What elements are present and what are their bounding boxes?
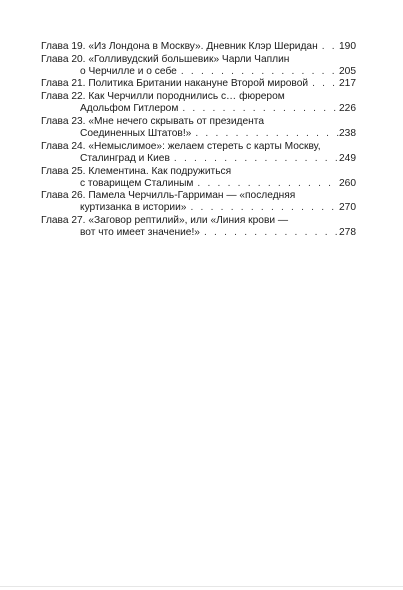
toc-page-number: 260 <box>339 177 356 189</box>
toc-entry-last-line <box>41 202 356 214</box>
toc-entry-first-line <box>41 91 356 103</box>
toc-entry <box>41 190 356 214</box>
page-bottom-edge <box>0 586 403 587</box>
toc-entry <box>41 166 356 190</box>
dot-leader <box>178 103 339 115</box>
toc-entry-first-line <box>41 141 356 153</box>
toc-entry-first-line <box>41 116 356 128</box>
toc-entry-last-line <box>41 41 356 53</box>
toc-entry <box>41 215 356 239</box>
toc-entry-title-continuation: о Черчилле и о себе <box>80 65 177 77</box>
toc-entry <box>41 116 356 140</box>
dot-leader <box>193 178 339 190</box>
dot-leader <box>186 202 339 214</box>
toc-page-number: 238 <box>339 128 356 140</box>
toc-entry-title: Глава 27. «Заговор рептилий», или «Линия крови — <box>41 215 289 227</box>
toc-entry-first-line <box>41 166 356 178</box>
toc-entry-last-line <box>41 178 356 190</box>
toc-entry-last-line <box>41 66 356 78</box>
toc-entry-title: Глава 19. «Из Лондона в Москву». Дневник Клэр Шеридан <box>41 41 318 52</box>
toc-entry-title-continuation: вот что имеет значение!» <box>80 227 200 239</box>
toc-entry-title-continuation: Соединенных Штатов!» <box>80 128 192 140</box>
dot-leader <box>318 41 339 53</box>
dot-leader <box>170 153 339 165</box>
toc-entry-first-line <box>41 190 356 202</box>
toc-page-number: 190 <box>339 41 356 52</box>
toc-entry-title: Глава 21. Политика Британии накануне Второй мировой <box>41 78 309 90</box>
toc-entry <box>41 78 356 90</box>
dot-leader <box>308 78 339 90</box>
dot-leader <box>191 128 339 140</box>
toc-entry-title-continuation: с товарищем Сталиным <box>80 177 194 189</box>
toc-entry-last-line <box>41 153 356 165</box>
toc-entry-title: Глава 26. Памела Черчилль-Гарриман — «последняя <box>41 190 296 202</box>
toc-entry-last-line <box>41 128 356 140</box>
toc-entry-title-continuation: куртизанка в истории» <box>80 202 187 214</box>
toc-entry <box>41 91 356 115</box>
toc-entry-title: Глава 22. Как Черчилли породнились с… фюрером <box>41 91 285 103</box>
toc-entry-last-line <box>41 227 356 239</box>
toc-page-number: 278 <box>339 227 356 239</box>
toc-entry <box>41 141 356 165</box>
toc-entry <box>41 41 356 53</box>
toc-entry-title-continuation: Адольфом Гитлером <box>80 103 179 115</box>
dot-leader <box>177 66 339 78</box>
toc-entry-title-continuation: Сталинград и Киев <box>80 152 170 164</box>
toc-page-number: 226 <box>339 103 356 115</box>
dot-leader <box>200 227 339 239</box>
toc-entry <box>41 54 356 78</box>
toc-entry-last-line <box>41 103 356 115</box>
toc-entry-title: Глава 25. Клементина. Как подружиться <box>41 165 232 177</box>
toc-entry-title: Глава 23. «Мне нечего скрывать от президента <box>41 115 264 127</box>
toc-entry-first-line <box>41 54 356 66</box>
toc-entry-title: Глава 20. «Голливудский большевик» Чарли Чаплин <box>41 53 290 65</box>
table-of-contents <box>41 41 356 240</box>
toc-page-number: 270 <box>339 202 356 214</box>
toc-entry-first-line <box>41 215 356 227</box>
toc-entry-last-line <box>41 78 356 90</box>
toc-page-number: 217 <box>339 78 356 90</box>
toc-page-number: 249 <box>339 152 356 164</box>
toc-entry-title: Глава 24. «Немыслимое»: желаем стереть с карты Москву, <box>41 140 321 152</box>
toc-page-number: 205 <box>339 65 356 77</box>
